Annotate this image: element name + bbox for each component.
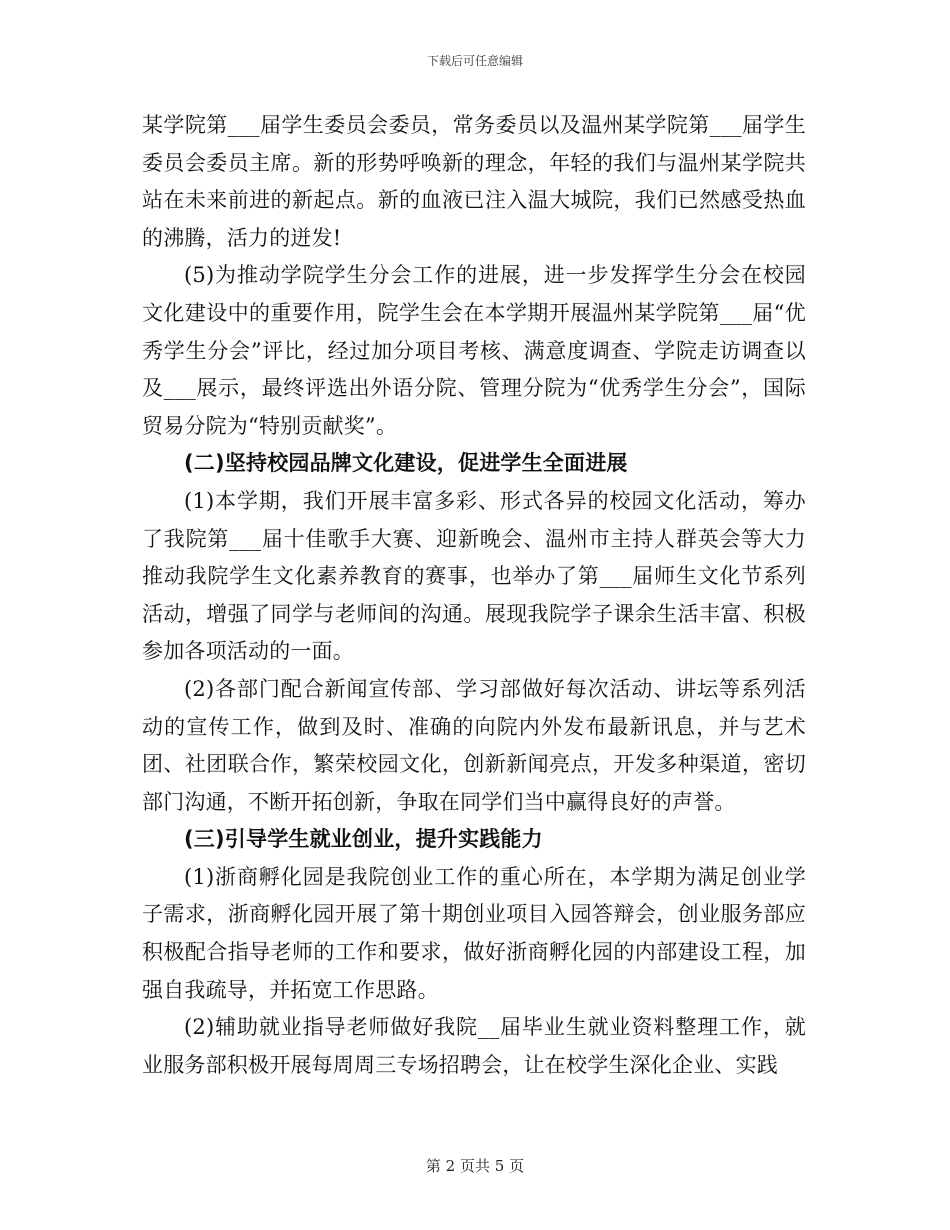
document-body (142, 107, 806, 1084)
section-heading-2: (二)坚持校园品牌文化建设，促进学生全面进展 (184, 451, 628, 476)
page-header: 下载后可任意编辑 (426, 54, 523, 68)
paragraph-section2-item-1: (1)本学期，我们开展丰富多彩、形式各异的校园文化活动，筹办了我院第___届十佳歌手大赛、迎新晚会、温州市主持人群英会等大力推动我院学生文化素养教育的赛事，也举办了第___届师生文化节系列活动，增强了同学与老师间的沟通。展现我院学子课余生活丰富、积极参加各项活动的一面。 (142, 488, 806, 664)
paragraph-section3-item-2: (2)辅助就业指导老师做好我院__届毕业生就业资料整理工作，就业服务部积极开展每周周三专场招聘会，让在校学生深化企业、实践 (142, 1015, 806, 1077)
paragraph-section3-item-1: (1)浙商孵化园是我院创业工作的重心所在，本学期为满足创业学子需求，浙商孵化园开展了第十期创业项目入园答辩会，创业服务部应积极配合指导老师的工作和要求，做好浙商孵化园的内部建设工程，加强自我疏导，并拓宽工作思路。 (142, 864, 806, 1002)
section-heading-3: (三)引导学生就业创业，提升实践能力 (184, 827, 543, 852)
paragraph-item-5: (5)为推动学院学生分会工作的进展，进一步发挥学生分会在校园文化建设中的重要作用，院学生会在本学期开展温州某学院第___届“优秀学生分会”评比，经过加分项目考核、满意度调查、学院走访调查以及___展示，最终评选出外语分院、管理分院为“优秀学生分会”，国际贸易分院为“特别贡献奖”。 (142, 263, 806, 438)
paragraph-section2-item-2: (2)各部门配合新闻宣传部、学习部做好每次活动、讲坛等系列活动的宣传工作，做到及时、准确的向院内外发布最新讯息，并与艺术团、社团联合作，繁荣校园文化，创新新闻亮点，开发多种渠道，密切部门沟通，不断开拓创新，争取在同学们当中赢得良好的声誉。 (142, 676, 806, 814)
page-footer: 第 2 页共 5 页 (425, 1157, 525, 1175)
paragraph-continuation: 某学院第___届学生委员会委员，常务委员以及温州某学院第___届学生委员会委员主席。新的形势呼唤新的理念，年轻的我们与温州某学院共站在未来前进的新起点。新的血液已注入温大城院，我们已然感受热血的沸腾，活力的迸发! (142, 113, 806, 250)
